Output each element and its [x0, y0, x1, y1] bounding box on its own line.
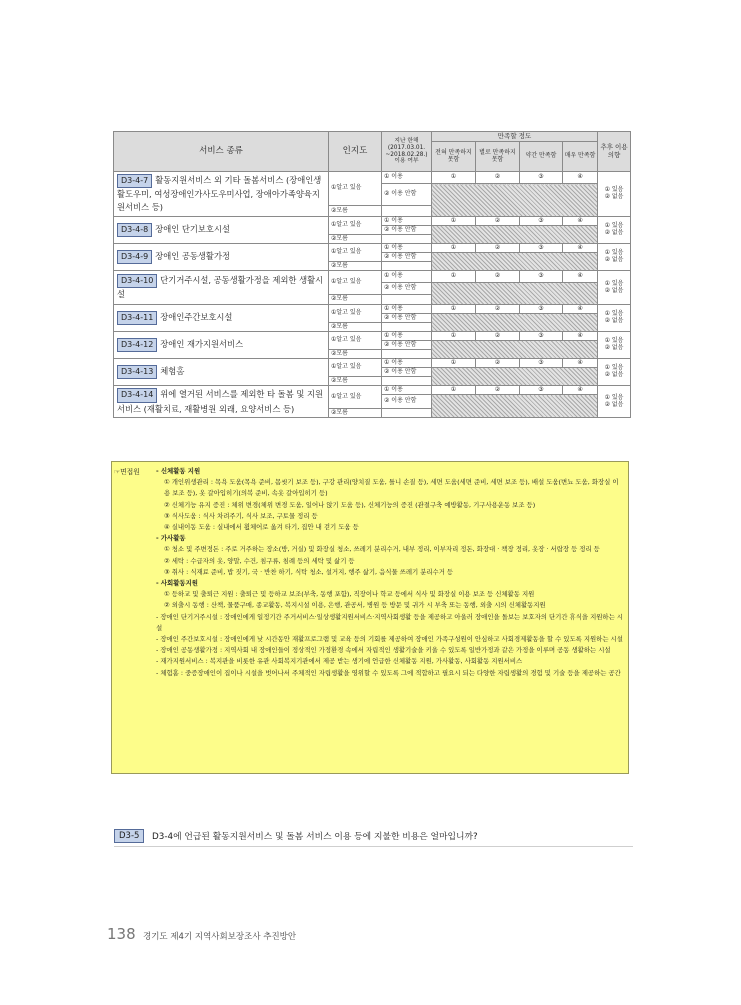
service-name: 단기거주시설, 공동생활가정을 제외한 생활시설: [117, 274, 324, 300]
header-satisfaction: 만족할 정도: [432, 132, 598, 142]
satisfaction-option-2[interactable]: ②: [476, 172, 520, 184]
question-text: D3-4에 언급된 활동지원서비스 및 돌봄 서비스 이용 등에 지불한 비용은 얼마입니까?: [152, 832, 478, 842]
awareness-option-unknown[interactable]: ②모름: [329, 262, 382, 271]
awareness-option-unknown[interactable]: ②모름: [329, 409, 382, 418]
usage-option-used[interactable]: ① 이용: [382, 386, 432, 395]
usage-blank-cell: [382, 235, 432, 244]
future-option-no[interactable]: ② 없음: [604, 256, 624, 264]
future-intent-options[interactable]: [598, 244, 631, 271]
satisfaction-option-3[interactable]: ③: [520, 386, 563, 395]
satisfaction-na-area: [432, 395, 598, 418]
future-option-yes[interactable]: ① 있음: [604, 337, 624, 345]
future-option-no[interactable]: ② 없음: [604, 344, 624, 352]
satisfaction-option-2[interactable]: ②: [476, 386, 520, 395]
future-option-no[interactable]: ② 없음: [604, 193, 624, 201]
satisfaction-na-area: [432, 368, 598, 386]
service-row-2: [114, 217, 329, 244]
service-code: D3-4-10: [117, 274, 157, 288]
future-intent-options[interactable]: [598, 332, 631, 359]
satisfaction-na-area: [432, 226, 598, 244]
usage-option-not-used[interactable]: ② 이용 안함: [382, 283, 432, 295]
service-row-8: [114, 386, 329, 418]
header-future-intent: 추후 이용의향: [598, 132, 631, 172]
future-option-yes[interactable]: ① 있음: [604, 186, 624, 194]
interviewer-note-text: [156, 466, 624, 679]
future-intent-options[interactable]: [598, 359, 631, 386]
usage-blank-cell: [382, 262, 432, 271]
service-name: 위에 열거된 서비스를 제외한 타 돌봄 및 지원서비스 (재활치료, 재활병원 외래, 요양서비스 등): [117, 389, 324, 414]
question-code: D3-5: [114, 829, 144, 843]
interviewer-note-line: ③ 취사 : 식재료 준비, 밥 짓기, 국 · 반찬 하기, 식탁 청소, 설거지, 행주 삶기, 음식물 쓰레기 분리수거 등: [164, 567, 454, 576]
future-option-yes[interactable]: ① 있음: [604, 393, 624, 401]
future-intent-options[interactable]: [598, 386, 631, 418]
service-name: 장애인 공동생활가정: [155, 250, 230, 261]
footer-title: 경기도 제4기 지역사회보장조사 추진방안: [143, 932, 297, 942]
usage-option-not-used[interactable]: ② 이용 안함: [382, 314, 432, 323]
usage-blank-cell: [382, 350, 432, 359]
satisfaction-option-4[interactable]: ④: [563, 271, 598, 283]
interviewer-note-line: - 체험홈 : 중증장애인이 집이나 시설을 벗어나서 주체적인 자립생활을 영위할 수 있도록 그에 적합하고 필요시 되는 다양한 자립생활의 경험 및 기술 등을 제공하는 공간: [156, 668, 621, 677]
satisfaction-option-2[interactable]: ②: [476, 305, 520, 314]
awareness-option-know[interactable]: ①알고 있음: [329, 217, 382, 235]
satisfaction-option-3[interactable]: ③: [520, 217, 563, 226]
interviewer-note-box: [111, 461, 629, 774]
awareness-option-know[interactable]: ①알고 있음: [329, 172, 382, 206]
satisfaction-option-4[interactable]: ④: [563, 386, 598, 395]
interviewer-note-line: ③ 식사도움 : 식사 차려주기, 식사 보조, 구토물 정리 등: [164, 511, 318, 520]
future-option-no[interactable]: ② 없음: [604, 286, 624, 294]
service-code: D3-4-14: [117, 388, 157, 402]
future-option-yes[interactable]: ① 있음: [604, 222, 624, 230]
satisfaction-na-area: [432, 341, 598, 359]
future-option-no[interactable]: ② 없음: [604, 317, 624, 325]
page-number: 138: [107, 925, 136, 943]
future-option-yes[interactable]: ① 있음: [604, 310, 624, 318]
service-row-5: [114, 305, 329, 332]
header-usage: 지난 한해 (2017.03.01. ~2018.02.28.) 이용 여부: [382, 132, 432, 172]
header-sat-level-1: 전혀 만족하지 못함: [432, 142, 476, 172]
satisfaction-option-1[interactable]: ①: [432, 244, 476, 253]
satisfaction-option-1[interactable]: ①: [432, 359, 476, 368]
interviewer-note-line: - 장애인 단기거주시설 : 장애인에게 일정기간 주거서비스·일상생활지원서비스·지역사회생활 등을 제공하고 아울러 장애인을 돌보는 보호자의 단기간 휴식을 지원하는 시설: [156, 612, 623, 632]
satisfaction-option-2[interactable]: ②: [476, 332, 520, 341]
future-option-yes[interactable]: ① 있음: [604, 364, 624, 372]
satisfaction-option-2[interactable]: ②: [476, 217, 520, 226]
service-row-7: [114, 359, 329, 386]
service-row-1: [114, 172, 329, 217]
satisfaction-option-1[interactable]: ①: [432, 386, 476, 395]
awareness-option-know[interactable]: ①알고 있음: [329, 359, 382, 377]
awareness-option-unknown[interactable]: ②모름: [329, 323, 382, 332]
interviewer-note-line: ② 세탁 : 수급자의 옷, 양말, 수건, 침구류, 침례 등의 세탁 및 삶기 등: [164, 556, 355, 565]
service-name: 체험홈: [160, 365, 185, 376]
service-code: D3-4-13: [117, 365, 157, 379]
satisfaction-option-1[interactable]: ①: [432, 172, 476, 184]
future-option-no[interactable]: ② 없음: [604, 229, 624, 237]
satisfaction-option-3[interactable]: ③: [520, 244, 563, 253]
interviewer-note-line: - 가사활동: [156, 534, 186, 543]
interviewer-note-line: - 재가지원서비스 : 복지관을 비롯한 유관 사회복지기관에서 제공 받는 생기에 언급한 신체활동 지원, 가사활동, 사회활동 지원서비스: [156, 657, 523, 666]
usage-blank-cell: [382, 377, 432, 386]
interviewer-note-line: ② 외출시 동행 : 산책, 물품구매, 종교활동, 복지시설 이용, 은행, 관공서, 병원 등 방문 및 귀가 시 부축 또는 동행, 외출 시의 신체활동지원: [164, 601, 546, 610]
header-awareness: 인지도: [329, 132, 382, 172]
usage-blank-cell: [382, 323, 432, 332]
satisfaction-option-3[interactable]: ③: [520, 305, 563, 314]
service-name: 장애인 단기보호시설: [155, 223, 230, 234]
future-option-no[interactable]: ② 없음: [604, 371, 624, 379]
satisfaction-option-3[interactable]: ③: [520, 359, 563, 368]
usage-option-used[interactable]: ① 이용: [382, 244, 432, 253]
service-row-3: [114, 244, 329, 271]
header-sat-level-2: 별로 만족하지 못함: [476, 142, 520, 172]
future-intent-options[interactable]: [598, 172, 631, 217]
service-code: D3-4-12: [117, 338, 157, 352]
interviewer-note-line: - 사회활동지원: [156, 579, 198, 588]
interviewer-note-line: ① 청소 및 주변정돈 : 주로 거주하는 장소(방, 거실) 및 화장실 청소, 쓰레기 분리수거, 내부 정리, 이부자리 정돈, 화장대 · 책장 정리, 옷장 · 서랍장 등 정리 등: [164, 545, 600, 554]
awareness-option-know[interactable]: ①알고 있음: [329, 332, 382, 350]
interviewer-note-line: ① 개인위생관리 : 목욕 도움(목욕 준비, 몸씻기 보조 등), 구강 관리(양치질 도움, 틀니 손질 등), 세면 도움(세면 준비, 세면 보조 등), 배설 도움(변뇨 도움, 화장실 이용 보조 등), 옷 갈아입히기(의복 준비, 속옷 갈아입히기 등): [164, 478, 619, 498]
interviewer-note-line: - 장애인 공동생활가정 : 지역사회 내 장애인들이 정상적인 가정환경 속에서 자립적인 생활기술을 키울 수 있도록 일반가정과 같은 가정을 이루며 공동 생활하는 시설: [156, 646, 611, 655]
satisfaction-option-3[interactable]: ③: [520, 332, 563, 341]
service-code: D3-4-8: [117, 223, 152, 237]
usage-option-used[interactable]: ① 이용: [382, 332, 432, 341]
usage-blank-cell: [382, 206, 432, 217]
usage-option-used[interactable]: ① 이용: [382, 172, 432, 184]
header-service: 서비스 종류: [114, 132, 329, 172]
interviewer-note-line: - 신체활동 지원: [156, 467, 201, 475]
usage-option-used[interactable]: ① 이용: [382, 271, 432, 283]
usage-option-used[interactable]: ① 이용: [382, 305, 432, 314]
header-sat-level-4: 매우 만족함: [563, 142, 598, 172]
satisfaction-option-3[interactable]: ③: [520, 271, 563, 283]
satisfaction-option-2[interactable]: ②: [476, 359, 520, 368]
awareness-option-know[interactable]: ①알고 있음: [329, 271, 382, 295]
service-code: D3-4-9: [117, 250, 152, 264]
satisfaction-na-area: [432, 283, 598, 305]
interviewer-label: ☞면접원: [114, 468, 140, 476]
usage-blank-cell: [382, 295, 432, 305]
question-divider: [114, 846, 633, 847]
service-name: 활동지원서비스 외 기타 돌봄서비스 (장애인생활도우미, 여성장애인가사도우미사업, 장애아가족양육지원서비스 등): [117, 175, 322, 213]
interviewer-note-line: ④ 실내이동 도움 : 실내에서 휠체어로 옮겨 타기, 집안 내 걷기 도움 등: [164, 523, 359, 532]
header-sat-level-3: 약간 만족함: [520, 142, 563, 172]
future-option-yes[interactable]: ① 있음: [604, 279, 624, 287]
satisfaction-option-4[interactable]: ④: [563, 305, 598, 314]
satisfaction-na-area: [432, 184, 598, 217]
satisfaction-option-2[interactable]: ②: [476, 271, 520, 283]
usage-option-not-used[interactable]: ② 이용 안함: [382, 253, 432, 262]
satisfaction-na-area: [432, 314, 598, 332]
service-row-6: [114, 332, 329, 359]
satisfaction-option-4[interactable]: ④: [563, 332, 598, 341]
satisfaction-option-2[interactable]: ②: [476, 244, 520, 253]
awareness-option-unknown[interactable]: ②모름: [329, 206, 382, 217]
interviewer-note-line: - 장애인 주간보호시설 : 장애인에게 낮 시간동안 재활프로그램 및 교육 등의 기회를 제공하여 장애인 가족구성원이 안심하고 사회경제활동을 할 수 있도록 지원하는 시설: [156, 635, 623, 644]
usage-option-used[interactable]: ① 이용: [382, 359, 432, 368]
satisfaction-option-4[interactable]: ④: [563, 359, 598, 368]
awareness-option-unknown[interactable]: ②모름: [329, 235, 382, 244]
awareness-option-unknown[interactable]: ②모름: [329, 295, 382, 305]
satisfaction-option-3[interactable]: ③: [520, 172, 563, 184]
future-option-yes[interactable]: ① 있음: [604, 249, 624, 257]
awareness-option-know[interactable]: ①알고 있음: [329, 386, 382, 409]
awareness-option-know[interactable]: ①알고 있음: [329, 305, 382, 323]
satisfaction-option-1[interactable]: ①: [432, 271, 476, 283]
satisfaction-option-1[interactable]: ①: [432, 332, 476, 341]
satisfaction-option-1[interactable]: ①: [432, 217, 476, 226]
future-option-no[interactable]: ② 없음: [604, 400, 624, 408]
satisfaction-option-4[interactable]: ④: [563, 172, 598, 184]
service-survey-table: [113, 131, 631, 418]
future-intent-options[interactable]: [598, 305, 631, 332]
service-name: 장애인주간보호시설: [160, 311, 233, 322]
awareness-option-unknown[interactable]: ②모름: [329, 377, 382, 386]
awareness-option-know[interactable]: ①알고 있음: [329, 244, 382, 262]
usage-option-not-used[interactable]: ② 이용 안함: [382, 368, 432, 377]
awareness-option-unknown[interactable]: ②모름: [329, 350, 382, 359]
satisfaction-option-4[interactable]: ④: [563, 244, 598, 253]
service-code: D3-4-11: [117, 311, 157, 325]
usage-option-not-used[interactable]: ② 이용 안함: [382, 395, 432, 409]
interviewer-note-line: ① 등하교 및 출퇴근 지원 : 출퇴근 및 등하교 보조(부축, 동행 포함), 직장이나 학교 등에서 식사 및 화장실 이용 보조 등 신체활동 지원: [164, 590, 535, 599]
future-intent-options[interactable]: [598, 217, 631, 244]
service-name: 장애인 재가지원서비스: [160, 338, 244, 349]
usage-option-not-used[interactable]: ② 이용 안함: [382, 226, 432, 235]
satisfaction-option-4[interactable]: ④: [563, 217, 598, 226]
usage-option-used[interactable]: ① 이용: [382, 217, 432, 226]
interviewer-note-line: ② 신체기능 유지 증진 : 체위 변경(체위 변경 도움, 일어나 앉기 도움 등), 신체기능의 증진 (관절구축 예방활동, 기구사용운동 보조 등): [164, 500, 536, 509]
service-code: D3-4-7: [117, 174, 152, 188]
future-intent-options[interactable]: [598, 271, 631, 305]
satisfaction-option-1[interactable]: ①: [432, 305, 476, 314]
usage-option-not-used[interactable]: ② 이용 안함: [382, 341, 432, 350]
satisfaction-na-area: [432, 253, 598, 271]
usage-blank-cell: [382, 409, 432, 418]
service-row-4: [114, 271, 329, 305]
usage-option-not-used[interactable]: ② 이용 안함: [382, 184, 432, 206]
